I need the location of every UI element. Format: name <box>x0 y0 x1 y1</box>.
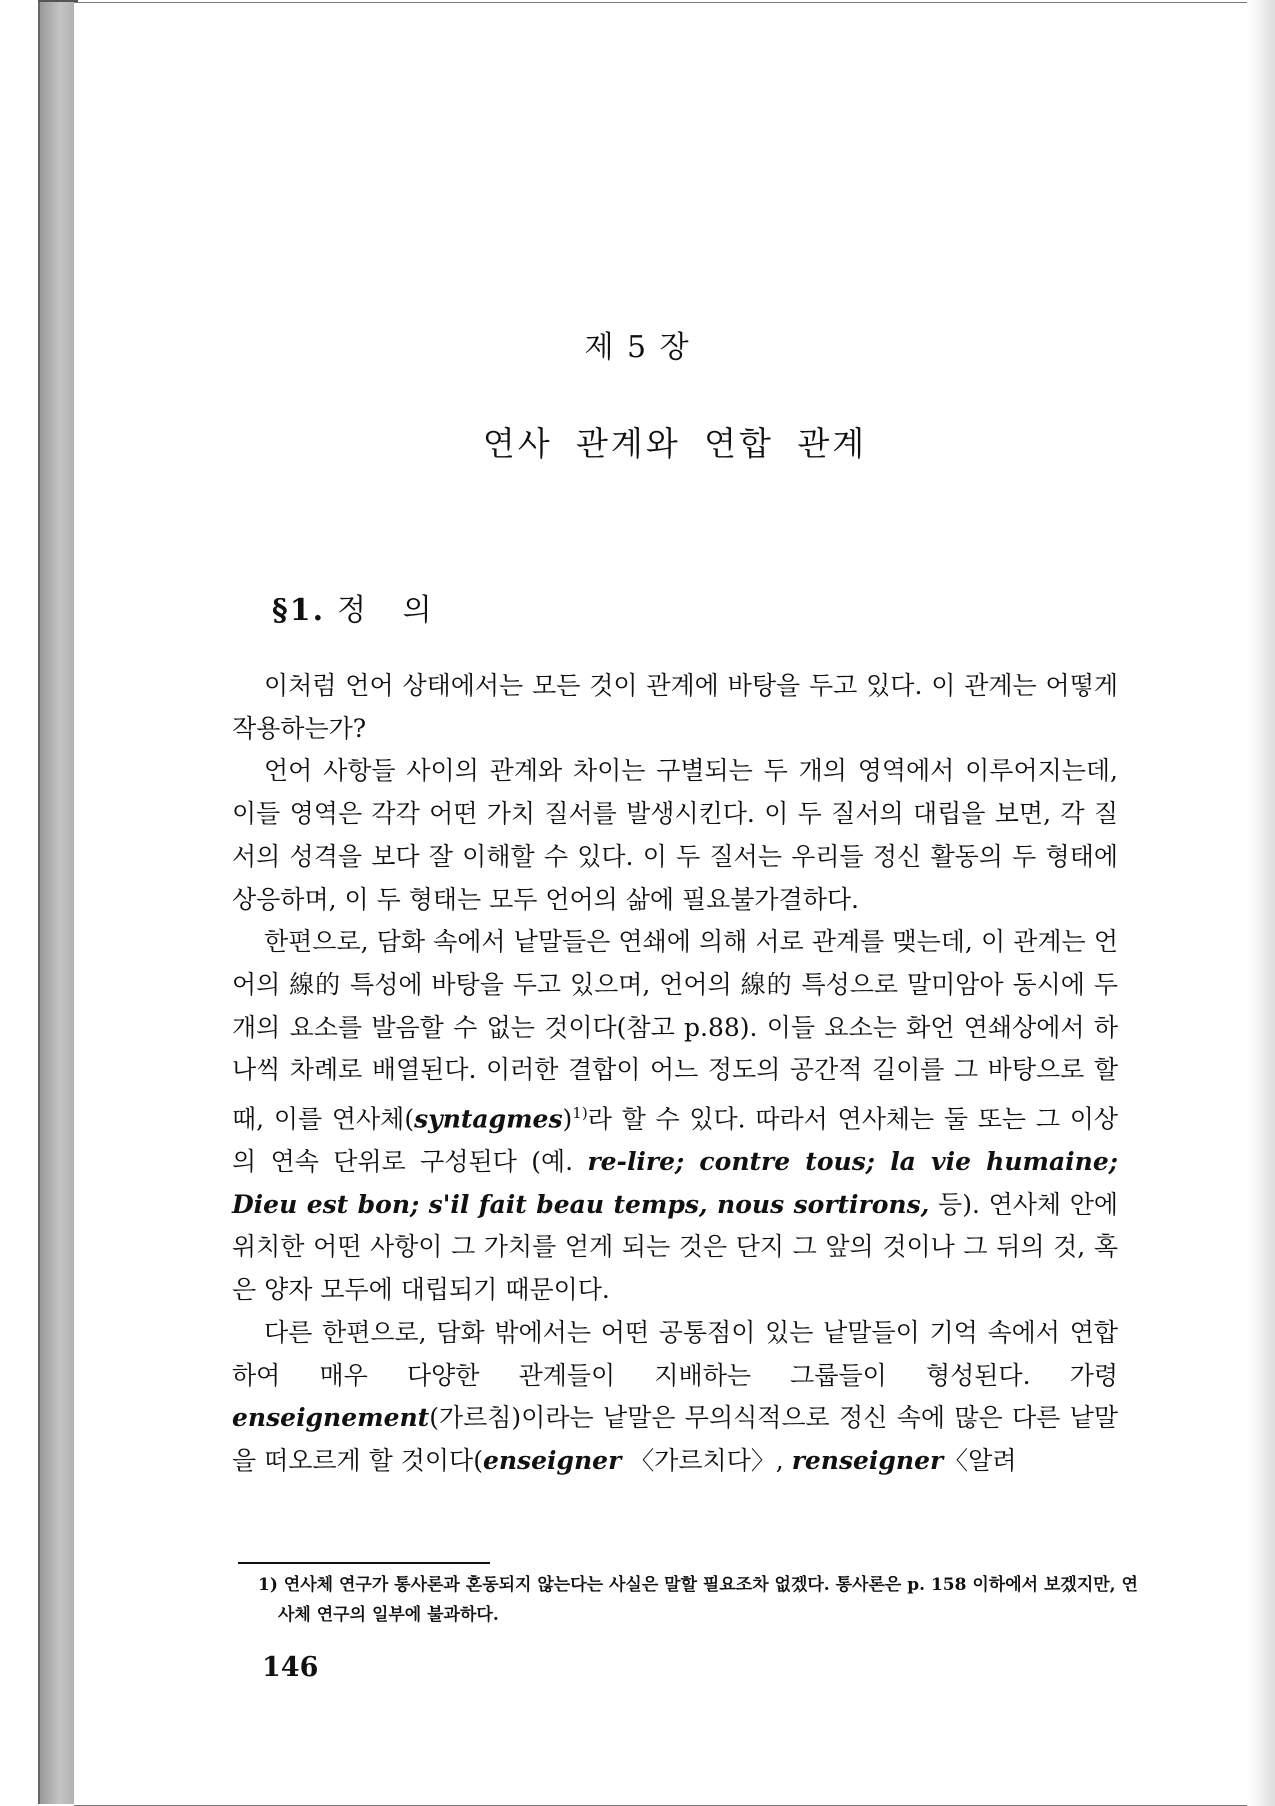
footnote-rule <box>238 1562 490 1564</box>
body-text <box>232 665 1118 1483</box>
paragraph-2: 언어 사항들 사이의 관계와 차이는 구별되는 두 개의 영역에서 이루어지는데, 이들 영역은 각각 어떤 가치 질서를 발생시킨다. 이 두 질서의 대립을 보면, 각 질서의 성격을 보다 잘 이해할 수 있다. 이 두 질서는 우리들 정신 활동의 두 형태에 상응하며, 이 두 형태는 모두 언어의 삶에 필요불가결하다. <box>232 756 1118 914</box>
page-number: 146 <box>262 1652 319 1683</box>
term-enseignement: enseignement <box>232 1403 430 1433</box>
chapter-title: 연사 관계와 연합 관계 <box>482 424 868 463</box>
gloss-enseigner: 〈가르치다〉, <box>621 1445 792 1475</box>
paragraph-3-part-b: 라 할 수 있다. 따라서 연사체는 둘 또는 그 이상의 연속 단위로 구성된다 (예. <box>232 1104 1119 1177</box>
section-heading <box>272 585 434 629</box>
paragraph-4 <box>232 1312 1118 1483</box>
footnote-ref: 1) <box>572 1104 588 1123</box>
paragraph-3: 한편으로, 담화 속에서 낱말들은 연쇄에 의해 서로 관계를 맺는데, 이 관계는 언어의 線的 특성에 바탕을 두고 있으며, 언어의 線的 특성으로 말미암아 동시에 두 개의 요소를 발음할 수 없는 것이다(참고 p.88). 이들 요소는 화언 연쇄상에서 하나씩 차례로 배열된다. 이러한 결합이 어느 정도의 공간적 길이를 그 바탕으로 할 때, 이를 연사체(syntagmes)$^{1)}$라 할 수 있다. 따라서 연사체는 둘 또는 그 이상의 연속 단위로 구성된다 (예. re-lire; contre tous; la vie humaine; Dieu est bon; s'il fait beau temps, nous sortirons, 등). 연사체 안에 위치한 어떤 사항이 그 가치를 얻게 되는 것은 단지 그 앞의 것이나 그 뒤의 것, 혹은 양자 모두에 대립되기 때문이다. <box>232 927 1119 1305</box>
paragraph-3-part-c: 등). 연사체 안에 위치한 어떤 사항이 그 가치를 얻게 되는 것은 단지 그 앞의 것이나 그 뒤의 것, 혹은 양자 모두에 대립되기 때문이다. <box>232 1189 1118 1305</box>
french-examples: re-lire; contre tous; la vie humaine; Dieu est bon; s'il fait beau temps, nous sortirons, <box>232 1147 1118 1219</box>
book-spine <box>38 2 76 1804</box>
section-title: 정 의 <box>337 593 434 628</box>
paragraph-4-part-a: 다른 한편으로, 담화 밖에서는 어떤 공통점이 있는 낱말들이 기억 속에서 연합하여 매우 다양한 관계들이 지배하는 그룹들이 형성된다. 가령 <box>232 1317 1118 1390</box>
section-symbol: §1. <box>272 593 326 628</box>
page-edge-shadow <box>1247 0 1275 1806</box>
gloss-renseigner: 〈알려 <box>943 1445 1017 1475</box>
term-renseigner: renseigner <box>791 1445 944 1475</box>
paragraph-1: 이처럼 언어 상태에서는 모든 것이 관계에 바탕을 두고 있다. 이 관계는 어떻게 작용하는가? <box>232 671 1118 743</box>
paragraph-4-part-b: (가르침)이라는 낱말은 무의식적으로 정신 속에 많은 다른 낱말을 떠오르게 할 것이다( <box>232 1403 1118 1475</box>
term-enseigner: enseigner <box>482 1445 622 1475</box>
paragraph-3-part-a: 한편으로, 담화 속에서 낱말들은 연쇄에 의해 서로 관계를 맺는데, 이 관계는 언어의 線的 특성에 바탕을 두고 있으며, 언어의 線的 특성으로 말미암아 동시에 두 개의 요소를 발음할 수 없는 것이다(참고 p.88). 이들 요소는 화언 연쇄상에서 하나씩 차례로 배열된다. 이러한 결합이 어느 정도의 공간적 길이를 그 바탕으로 할 때, 이를 연사체( <box>232 927 1118 1134</box>
term-syntagmes: syntagmes <box>414 1104 563 1134</box>
footnote: 1) 연사체 연구가 통사론과 혼동되지 않는다는 사실은 말할 필요조차 없겠다. 통사론은 p. 158 이하에서 보겠지만, 연사체 연구의 일부에 불과하다. <box>258 1575 1138 1625</box>
chapter-number: 제 5 장 <box>584 330 691 365</box>
